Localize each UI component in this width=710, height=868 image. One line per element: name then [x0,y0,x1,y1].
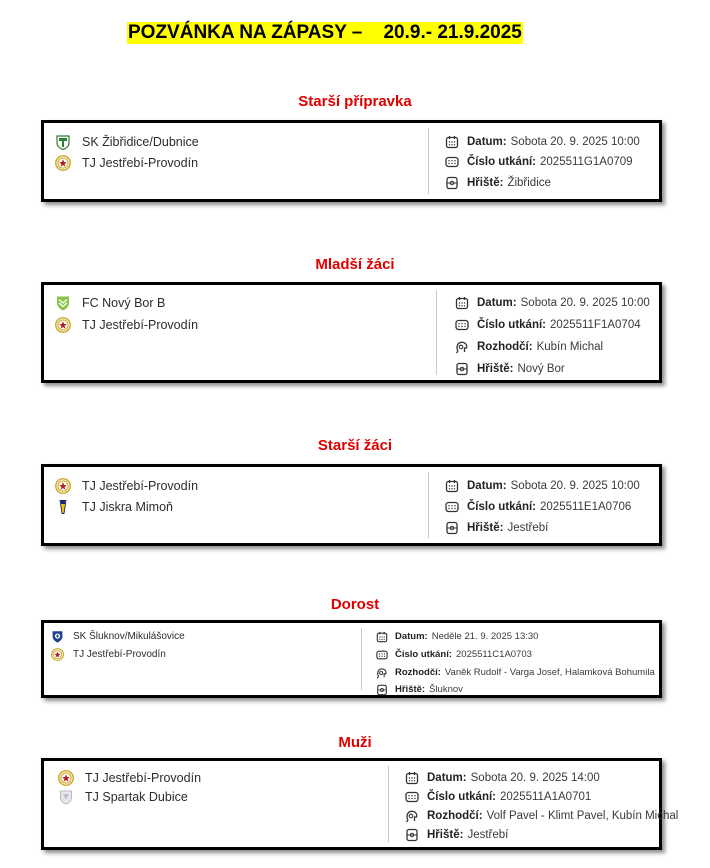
match-number [405,788,591,805]
jestrebi-logo-icon [51,648,64,661]
zibridice-logo-icon [55,134,71,150]
away-team-name: TJ Jiskra Mimoň [82,500,173,514]
home-team-name: TJ Jestřebí-Provodín [82,479,199,493]
sluknov-logo-icon [51,630,64,643]
match-referee [376,665,655,680]
home-team-name: SK Žibřidice/Dubnice [82,135,199,149]
match-number-value: 2025511A1A0701 [500,790,592,803]
date-value: Sobota 20. 9. 2025 10:00 [510,136,640,148]
date-value: Sobota 20. 9. 2025 10:00 [520,297,650,309]
card-divider [428,128,429,194]
category-heading: Mladší žáci [315,256,395,273]
calendar-icon [445,479,459,493]
date-label: Datum: [395,631,428,642]
match-date [405,769,600,786]
pitch-label: Hřiště: [427,828,464,841]
match-pitch [376,682,463,697]
referee-label: Rozhodčí: [477,341,533,353]
pitch-label: Hřiště: [467,522,504,534]
match-number [445,498,631,516]
card-divider [361,628,362,690]
card-divider [388,766,389,842]
home-team [51,629,185,644]
home-team [55,294,165,312]
away-team-name: TJ Jestřebí-Provodín [82,318,199,332]
page-title: POZVÁNKA NA ZÁPASY – 20.9.- 21.9.2025 [128,22,522,43]
away-team-name: TJ Jestřebí-Provodín [73,649,166,660]
match-pitch [455,360,565,378]
referee-value: Vaněk Rudolf - Varga Josef, Halamková Bohumila [444,667,655,678]
match-number-icon [376,649,388,661]
match-date [455,294,650,312]
match-pitch [445,174,551,192]
match-number [445,153,633,171]
dubice-logo-icon [58,789,74,805]
match-pitch [445,519,548,537]
match-card [41,120,662,202]
away-team-name: TJ Jestřebí-Provodín [82,156,199,170]
match-card [41,464,662,546]
match-number-icon [405,790,419,804]
match-number-label: Číslo utkání: [395,649,453,660]
match-number-value: 2025511G1A0709 [540,156,633,168]
match-number-icon [445,500,459,514]
date-label: Datum: [467,480,507,492]
pitch-label: Hřiště: [467,177,504,189]
pitch-value: Žibřidice [507,177,551,189]
match-date [445,477,640,495]
calendar-icon [405,771,419,785]
match-number-value: 2025511E1A0706 [540,501,632,513]
match-number-value: 2025511F1A0704 [550,319,641,331]
jestrebi-logo-icon [55,317,71,333]
match-referee [455,338,603,356]
away-team [55,498,173,516]
jestrebi-logo-icon [55,478,71,494]
home-team-name: FC Nový Bor B [82,296,166,310]
date-label: Datum: [467,136,507,148]
match-number-value: 2025511C1A0703 [456,649,532,660]
away-team [51,647,166,662]
category-heading: Starší žáci [317,437,393,454]
match-number-label: Číslo utkání: [467,156,537,168]
match-number-label: Číslo utkání: [427,790,497,803]
pitch-icon [445,176,459,190]
calendar-icon [376,631,388,643]
referee-whistle-icon [376,667,388,679]
home-team [55,133,199,151]
home-team [58,769,201,786]
referee-label: Rozhodčí: [427,809,483,822]
home-team [55,477,198,495]
jestrebi-logo-icon [58,770,74,786]
date-label: Datum: [477,297,517,309]
pitch-icon [405,828,419,842]
home-team-name: TJ Jestřebí-Provodín [85,770,202,785]
date-value: Sobota 20. 9. 2025 14:00 [470,771,600,784]
jestrebi-logo-icon [55,155,71,171]
home-team-name: SK Šluknov/Mikulášovice [73,631,185,642]
match-number [455,316,641,334]
pitch-label: Hřiště: [395,684,426,695]
category-heading: Muži [338,734,372,751]
pitch-icon [376,684,388,696]
pitch-value: Šluknov [429,684,463,695]
card-divider [428,472,429,538]
away-team [58,788,188,805]
match-number-icon [445,155,459,169]
away-team [55,154,198,172]
match-referee [405,807,678,824]
date-label: Datum: [427,771,467,784]
category-heading: Dorost [330,596,380,613]
calendar-icon [455,296,469,310]
referee-whistle-icon [405,809,419,823]
pitch-value: Jestřebí [507,522,549,534]
date-value: Neděle 21. 9. 2025 13:30 [431,631,539,642]
referee-label: Rozhodčí: [395,667,441,678]
match-number-icon [455,318,469,332]
date-value: Sobota 20. 9. 2025 10:00 [510,480,640,492]
away-team [55,316,198,334]
match-date [445,133,640,151]
match-card [41,620,662,698]
referee-value: Kubín Michal [536,341,604,353]
pitch-value: Jestřebí [467,828,509,841]
match-card [41,282,662,383]
away-team-name: TJ Spartak Dubice [85,789,188,804]
match-number-label: Číslo utkání: [477,319,547,331]
match-card [41,758,679,850]
category-heading: Starší přípravka [298,93,412,110]
pitch-icon [445,521,459,535]
card-divider [436,290,437,375]
pitch-icon [455,362,469,376]
match-date [376,629,538,644]
match-number [376,647,532,662]
calendar-icon [445,135,459,149]
match-number-label: Číslo utkání: [467,501,537,513]
referee-value: Volf Pavel - Klimt Pavel, Kubín Michal [486,809,679,822]
pitch-value: Nový Bor [517,363,565,375]
match-pitch [405,826,508,843]
novy-bor-logo-icon [55,295,71,311]
mimon-logo-icon [55,499,71,515]
referee-whistle-icon [455,340,469,354]
pitch-label: Hřiště: [477,363,514,375]
